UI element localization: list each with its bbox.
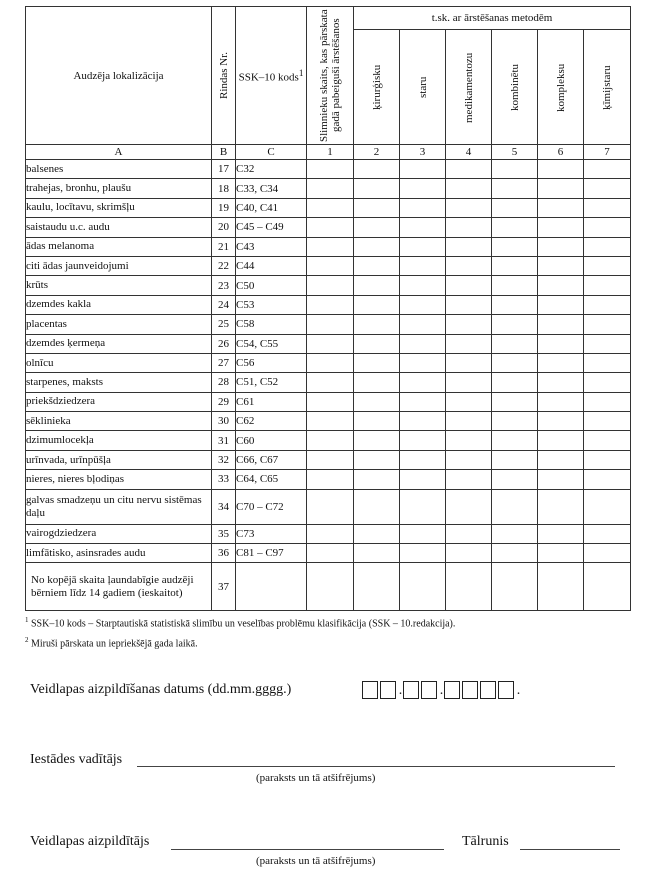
- value-cell[interactable]: [538, 524, 584, 543]
- value-cell[interactable]: [446, 276, 492, 295]
- head-signature-line[interactable]: [137, 766, 615, 767]
- row-number: 37: [212, 563, 236, 611]
- value-cell[interactable]: [584, 218, 631, 237]
- row-location: dzimumlocekļa: [26, 431, 212, 450]
- date-input-boxes[interactable]: [362, 681, 521, 699]
- value-cell[interactable]: [307, 315, 354, 334]
- value-cell[interactable]: [584, 563, 631, 611]
- header-method: kompleksu: [538, 30, 584, 145]
- row-number: 24: [212, 295, 236, 314]
- value-cell[interactable]: [400, 276, 446, 295]
- value-cell[interactable]: [538, 179, 584, 198]
- row-number: 31: [212, 431, 236, 450]
- row-code: C81 – C97: [236, 544, 307, 563]
- row-number: 34: [212, 489, 236, 524]
- value-cell[interactable]: [400, 524, 446, 543]
- table-row: [26, 353, 631, 372]
- value-cell[interactable]: [584, 160, 631, 179]
- head-signature-caption: (paraksts un tā atšifrējums): [256, 772, 376, 784]
- value-cell[interactable]: [446, 470, 492, 489]
- value-cell[interactable]: [538, 450, 584, 469]
- row-number: 33: [212, 470, 236, 489]
- value-cell[interactable]: [492, 276, 538, 295]
- column-letter: 1: [307, 145, 354, 160]
- value-cell[interactable]: [307, 198, 354, 217]
- date-digit-box[interactable]: [444, 681, 460, 699]
- value-cell[interactable]: [354, 470, 400, 489]
- value-cell[interactable]: [354, 353, 400, 372]
- value-cell[interactable]: [446, 295, 492, 314]
- date-digit-box[interactable]: [380, 681, 396, 699]
- value-cell[interactable]: [584, 315, 631, 334]
- row-number: 26: [212, 334, 236, 353]
- value-cell[interactable]: [584, 431, 631, 450]
- value-cell[interactable]: [492, 544, 538, 563]
- report-table: [25, 6, 631, 611]
- table-row: [26, 179, 631, 198]
- row-location: dzemdes ķermeņa: [26, 334, 212, 353]
- table-row: [26, 160, 631, 179]
- row-code: C70 – C72: [236, 489, 307, 524]
- value-cell[interactable]: [307, 412, 354, 431]
- value-cell[interactable]: [492, 198, 538, 217]
- value-cell[interactable]: [354, 412, 400, 431]
- value-cell[interactable]: [538, 373, 584, 392]
- row-number: 35: [212, 524, 236, 543]
- value-cell[interactable]: [400, 160, 446, 179]
- value-cell[interactable]: [446, 431, 492, 450]
- value-cell[interactable]: [400, 237, 446, 256]
- table-row: [26, 315, 631, 334]
- value-cell[interactable]: [584, 198, 631, 217]
- row-number: 27: [212, 353, 236, 372]
- row-code: C54, C55: [236, 334, 307, 353]
- column-letter: 2: [354, 145, 400, 160]
- footnote-1: $^1$ SSK–10 kods – Starptautiskā statistiskā slimību un veselības problēmu klasifikācija (SSK – 10.redakcija).: [25, 616, 456, 630]
- value-cell[interactable]: [538, 489, 584, 524]
- value-cell[interactable]: [400, 563, 446, 611]
- row-number: 25: [212, 315, 236, 334]
- row-location: starpenes, maksts: [26, 373, 212, 392]
- row-number: 32: [212, 450, 236, 469]
- value-cell[interactable]: [307, 353, 354, 372]
- value-cell[interactable]: [492, 412, 538, 431]
- value-cell[interactable]: [538, 563, 584, 611]
- value-cell[interactable]: [354, 198, 400, 217]
- date-digit-box[interactable]: [480, 681, 496, 699]
- table-row: [26, 237, 631, 256]
- row-location: galvas smadzeņu un citu nervu sistēmas daļu: [26, 489, 212, 524]
- row-number: 21: [212, 237, 236, 256]
- value-cell[interactable]: [354, 563, 400, 611]
- row-number: 29: [212, 392, 236, 411]
- filler-signature-line[interactable]: [171, 849, 444, 850]
- value-cell[interactable]: [354, 450, 400, 469]
- value-cell[interactable]: [492, 315, 538, 334]
- value-cell[interactable]: [446, 160, 492, 179]
- value-cell[interactable]: [492, 334, 538, 353]
- value-cell[interactable]: [584, 237, 631, 256]
- table-row: [26, 334, 631, 353]
- value-cell[interactable]: [446, 524, 492, 543]
- value-cell[interactable]: [307, 431, 354, 450]
- row-code: C73: [236, 524, 307, 543]
- value-cell[interactable]: [538, 218, 584, 237]
- value-cell[interactable]: [492, 179, 538, 198]
- value-cell[interactable]: [307, 544, 354, 563]
- table-row: [26, 218, 631, 237]
- value-cell[interactable]: [492, 256, 538, 275]
- column-letter: A: [26, 145, 212, 160]
- date-digit-box[interactable]: [498, 681, 514, 699]
- phone-label: Tālrunis: [462, 834, 509, 849]
- value-cell[interactable]: [446, 373, 492, 392]
- date-digit-box[interactable]: [421, 681, 437, 699]
- value-cell[interactable]: [307, 295, 354, 314]
- table-row: [26, 544, 631, 563]
- row-code: C33, C34: [236, 179, 307, 198]
- footnote-2: $^2$ Miruši pārskata un iepriekšējā gada laikā.: [25, 636, 198, 650]
- value-cell[interactable]: [584, 295, 631, 314]
- value-cell[interactable]: [492, 450, 538, 469]
- value-cell[interactable]: [492, 524, 538, 543]
- header-method: staru: [400, 30, 446, 145]
- row-code: C50: [236, 276, 307, 295]
- table-row: [26, 373, 631, 392]
- value-cell[interactable]: [307, 160, 354, 179]
- value-cell[interactable]: [538, 198, 584, 217]
- row-location: saistaudu u.c. audu: [26, 218, 212, 237]
- column-letter: 7: [584, 145, 631, 160]
- row-code: C43: [236, 237, 307, 256]
- value-cell[interactable]: [400, 179, 446, 198]
- table-row: [26, 392, 631, 411]
- value-cell[interactable]: [584, 524, 631, 543]
- row-location: limfātisko, asinsrades audu: [26, 544, 212, 563]
- value-cell[interactable]: [354, 256, 400, 275]
- header-row-number: Rindas Nr.: [212, 7, 236, 145]
- value-cell[interactable]: [492, 295, 538, 314]
- value-cell[interactable]: [400, 353, 446, 372]
- row-location: citi ādas jaunveidojumi: [26, 256, 212, 275]
- value-cell[interactable]: [584, 544, 631, 563]
- date-separator: .: [398, 683, 403, 698]
- value-cell[interactable]: [354, 431, 400, 450]
- row-location: placentas: [26, 315, 212, 334]
- row-code: C40, C41: [236, 198, 307, 217]
- value-cell[interactable]: [584, 334, 631, 353]
- value-cell[interactable]: [400, 544, 446, 563]
- row-code: C60: [236, 431, 307, 450]
- value-cell[interactable]: [354, 237, 400, 256]
- column-letter: C: [236, 145, 307, 160]
- value-cell[interactable]: [538, 237, 584, 256]
- row-number: 28: [212, 373, 236, 392]
- value-cell[interactable]: [400, 431, 446, 450]
- row-location: urīnvada, urīnpūšļa: [26, 450, 212, 469]
- value-cell[interactable]: [307, 524, 354, 543]
- row-location: priekšdziedzera: [26, 392, 212, 411]
- row-location: kaulu, locītavu, skrimšļu: [26, 198, 212, 217]
- column-letter: 3: [400, 145, 446, 160]
- date-digit-box[interactable]: [403, 681, 419, 699]
- row-location: balsenes: [26, 160, 212, 179]
- value-cell[interactable]: [492, 237, 538, 256]
- header-location: Audzēja lokalizācija: [26, 7, 212, 145]
- row-number: 19: [212, 198, 236, 217]
- value-cell[interactable]: [446, 412, 492, 431]
- row-location: ādas melanoma: [26, 237, 212, 256]
- row-code: C64, C65: [236, 470, 307, 489]
- value-cell[interactable]: [492, 160, 538, 179]
- row-code: C62: [236, 412, 307, 431]
- footnotes: [25, 612, 455, 653]
- value-cell[interactable]: [446, 563, 492, 611]
- table-row: [26, 256, 631, 275]
- value-cell[interactable]: [400, 489, 446, 524]
- value-cell[interactable]: [354, 489, 400, 524]
- value-cell[interactable]: [584, 373, 631, 392]
- row-code: C44: [236, 256, 307, 275]
- value-cell[interactable]: [400, 256, 446, 275]
- row-code: C53: [236, 295, 307, 314]
- column-letter: 5: [492, 145, 538, 160]
- value-cell[interactable]: [400, 450, 446, 469]
- value-cell[interactable]: [584, 412, 631, 431]
- value-cell[interactable]: [538, 353, 584, 372]
- table-row: [26, 295, 631, 314]
- value-cell[interactable]: [354, 315, 400, 334]
- value-cell[interactable]: [446, 218, 492, 237]
- value-cell[interactable]: [584, 489, 631, 524]
- value-cell[interactable]: [538, 334, 584, 353]
- row-code: C58: [236, 315, 307, 334]
- row-code: C56: [236, 353, 307, 372]
- date-digit-box[interactable]: [462, 681, 478, 699]
- value-cell[interactable]: [492, 470, 538, 489]
- value-cell[interactable]: [538, 392, 584, 411]
- value-cell[interactable]: [446, 353, 492, 372]
- value-cell[interactable]: [446, 544, 492, 563]
- header-method: ķirurģisku: [354, 30, 400, 145]
- value-cell[interactable]: [584, 450, 631, 469]
- value-cell[interactable]: [400, 334, 446, 353]
- value-cell[interactable]: [354, 218, 400, 237]
- header-method: ķīmijstaru: [584, 30, 631, 145]
- row-location: krūts: [26, 276, 212, 295]
- phone-line[interactable]: [520, 849, 620, 850]
- value-cell[interactable]: [354, 295, 400, 314]
- row-location: dzemdes kakla: [26, 295, 212, 314]
- row-number: 36: [212, 544, 236, 563]
- value-cell[interactable]: [307, 450, 354, 469]
- value-cell[interactable]: [446, 489, 492, 524]
- value-cell[interactable]: [446, 334, 492, 353]
- value-cell[interactable]: [538, 412, 584, 431]
- column-letter: 4: [446, 145, 492, 160]
- value-cell[interactable]: [492, 392, 538, 411]
- value-cell[interactable]: [538, 276, 584, 295]
- value-cell[interactable]: [307, 334, 354, 353]
- row-location: No kopējā skaita ļaundabīgie audzēji bērniem līdz 14 gadiem (ieskaitot): [26, 563, 212, 611]
- value-cell[interactable]: [400, 295, 446, 314]
- value-cell[interactable]: [354, 373, 400, 392]
- value-cell[interactable]: [400, 470, 446, 489]
- value-cell[interactable]: [492, 373, 538, 392]
- value-cell[interactable]: [307, 237, 354, 256]
- value-cell[interactable]: [307, 218, 354, 237]
- value-cell[interactable]: [446, 237, 492, 256]
- value-cell[interactable]: [307, 489, 354, 524]
- column-letter: 6: [538, 145, 584, 160]
- row-location: sēklinieka: [26, 412, 212, 431]
- header-patients: Slimnieku skaits, kas pārskata gadā pabeiguši ārstēšanos: [307, 7, 354, 145]
- row-number: 22: [212, 256, 236, 275]
- value-cell[interactable]: [584, 392, 631, 411]
- value-cell[interactable]: [400, 198, 446, 217]
- value-cell[interactable]: [307, 256, 354, 275]
- value-cell[interactable]: [538, 431, 584, 450]
- row-location: nieres, nieres bļodiņas: [26, 470, 212, 489]
- value-cell[interactable]: [584, 353, 631, 372]
- value-cell[interactable]: [492, 431, 538, 450]
- value-cell[interactable]: [538, 544, 584, 563]
- filler-signature-caption: (paraksts un tā atšifrējums): [256, 855, 376, 867]
- row-number: 30: [212, 412, 236, 431]
- row-code: C66, C67: [236, 450, 307, 469]
- value-cell[interactable]: [538, 295, 584, 314]
- value-cell[interactable]: [354, 392, 400, 411]
- value-cell[interactable]: [584, 276, 631, 295]
- value-cell[interactable]: [492, 218, 538, 237]
- header-methods-group: t.sk. ar ārstēšanas metodēm: [354, 7, 631, 30]
- value-cell[interactable]: [354, 524, 400, 543]
- row-location: trahejas, bronhu, plaušu: [26, 179, 212, 198]
- row-number: 17: [212, 160, 236, 179]
- value-cell[interactable]: [400, 392, 446, 411]
- row-code: C51, C52: [236, 373, 307, 392]
- value-cell[interactable]: [446, 256, 492, 275]
- header-method: medikamentozu: [446, 30, 492, 145]
- value-cell[interactable]: [354, 276, 400, 295]
- table-row: [26, 276, 631, 295]
- value-cell[interactable]: [400, 315, 446, 334]
- row-number: 20: [212, 218, 236, 237]
- value-cell[interactable]: [446, 179, 492, 198]
- row-number: 18: [212, 179, 236, 198]
- value-cell[interactable]: [307, 179, 354, 198]
- value-cell[interactable]: [538, 160, 584, 179]
- row-code: [236, 563, 307, 611]
- value-cell[interactable]: [584, 470, 631, 489]
- row-number: 23: [212, 276, 236, 295]
- value-cell[interactable]: [446, 392, 492, 411]
- value-cell[interactable]: [307, 470, 354, 489]
- date-separator: .: [439, 683, 444, 698]
- table-row: [26, 450, 631, 469]
- value-cell[interactable]: [446, 450, 492, 469]
- value-cell[interactable]: [354, 179, 400, 198]
- header-method: kombinētu: [492, 30, 538, 145]
- value-cell[interactable]: [538, 256, 584, 275]
- date-digit-box[interactable]: [362, 681, 378, 699]
- table-row: [26, 431, 631, 450]
- table-row: [26, 470, 631, 489]
- value-cell[interactable]: [400, 218, 446, 237]
- date-label: Veidlapas aizpildīšanas datums (dd.mm.gggg.): [30, 682, 292, 697]
- value-cell[interactable]: [354, 160, 400, 179]
- column-letters-row: [26, 145, 631, 160]
- row-code: C45 – C49: [236, 218, 307, 237]
- table-row: [26, 489, 631, 524]
- header-code: SSK–10 kods$^1$: [236, 7, 307, 145]
- value-cell[interactable]: [446, 315, 492, 334]
- head-label: Iestādes vadītājs: [30, 752, 123, 767]
- table-row: [26, 198, 631, 217]
- value-cell[interactable]: [307, 373, 354, 392]
- value-cell[interactable]: [446, 198, 492, 217]
- value-cell[interactable]: [400, 412, 446, 431]
- row-code: C61: [236, 392, 307, 411]
- value-cell[interactable]: [538, 470, 584, 489]
- value-cell[interactable]: [354, 334, 400, 353]
- filler-label: Veidlapas aizpildītājs: [30, 834, 150, 849]
- table-row: [26, 524, 631, 543]
- value-cell[interactable]: [584, 179, 631, 198]
- row-location: vairogdziedzera: [26, 524, 212, 543]
- value-cell[interactable]: [492, 353, 538, 372]
- row-code: C32: [236, 160, 307, 179]
- date-separator: .: [516, 683, 521, 698]
- value-cell[interactable]: [492, 489, 538, 524]
- value-cell[interactable]: [400, 373, 446, 392]
- value-cell[interactable]: [584, 256, 631, 275]
- value-cell[interactable]: [538, 315, 584, 334]
- value-cell[interactable]: [492, 563, 538, 611]
- value-cell[interactable]: [307, 392, 354, 411]
- row-location: olnīcu: [26, 353, 212, 372]
- table-row: [26, 563, 631, 611]
- value-cell[interactable]: [354, 544, 400, 563]
- value-cell[interactable]: [307, 563, 354, 611]
- table-row: [26, 412, 631, 431]
- value-cell[interactable]: [307, 276, 354, 295]
- column-letter: B: [212, 145, 236, 160]
